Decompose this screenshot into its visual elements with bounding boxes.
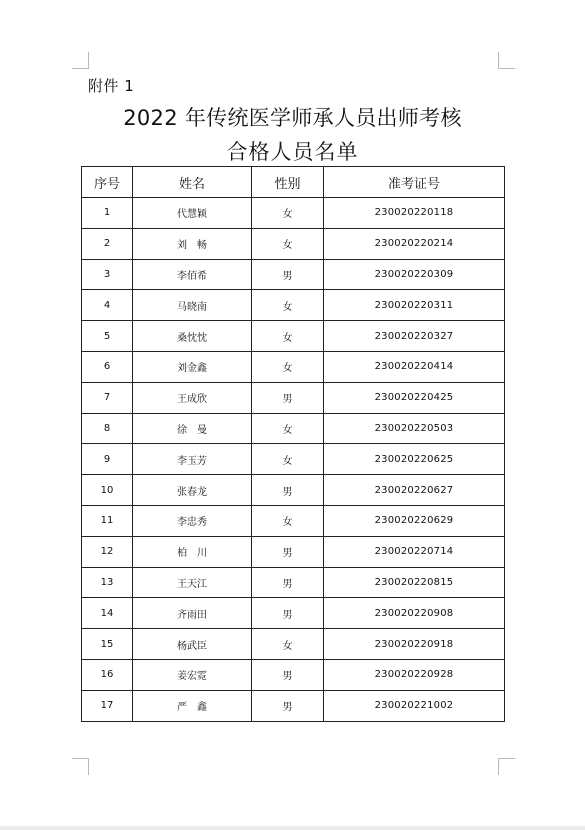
page-bottom-edge xyxy=(0,826,585,830)
row-name: 杨武臣 xyxy=(133,629,252,660)
row-number: 16 xyxy=(82,659,133,690)
table-row xyxy=(82,413,505,444)
row-gender: 男 xyxy=(252,659,324,690)
table-row xyxy=(82,659,505,690)
row-gender: 男 xyxy=(252,382,324,413)
row-cert-id: 230020220327 xyxy=(324,321,505,352)
crop-mark-bottom-right xyxy=(498,758,515,775)
table-row xyxy=(82,598,505,629)
row-gender: 女 xyxy=(252,290,324,321)
table-row xyxy=(82,198,505,229)
table-row xyxy=(82,629,505,660)
crop-mark-top-left xyxy=(72,52,89,69)
table-row xyxy=(82,290,505,321)
table-row xyxy=(82,382,505,413)
table-row xyxy=(82,690,505,721)
row-cert-id: 230020220928 xyxy=(324,659,505,690)
roster-table xyxy=(81,166,505,722)
row-cert-id: 230020220311 xyxy=(324,290,505,321)
row-name: 王成欣 xyxy=(133,382,252,413)
row-cert-id: 230020220425 xyxy=(324,382,505,413)
row-cert-id: 230020220627 xyxy=(324,475,505,506)
row-cert-id: 230020220414 xyxy=(324,351,505,382)
header-name: 姓名 xyxy=(133,167,252,198)
row-name: 刘金鑫 xyxy=(133,351,252,382)
header-number: 序号 xyxy=(82,167,133,198)
row-gender: 女 xyxy=(252,351,324,382)
row-number: 14 xyxy=(82,598,133,629)
crop-mark-top-right xyxy=(498,52,515,69)
row-gender: 女 xyxy=(252,505,324,536)
table-row xyxy=(82,351,505,382)
row-name: 王天江 xyxy=(133,567,252,598)
row-cert-id: 230020220815 xyxy=(324,567,505,598)
table-row xyxy=(82,228,505,259)
row-gender: 男 xyxy=(252,598,324,629)
table-row xyxy=(82,321,505,352)
row-name: 刘 畅 xyxy=(133,228,252,259)
row-name: 严 鑫 xyxy=(133,690,252,721)
row-name: 姜宏霓 xyxy=(133,659,252,690)
row-number: 10 xyxy=(82,475,133,506)
table-row xyxy=(82,505,505,536)
row-gender: 男 xyxy=(252,536,324,567)
row-cert-id: 230020220629 xyxy=(324,505,505,536)
row-cert-id: 230020221002 xyxy=(324,690,505,721)
row-name: 李佰希 xyxy=(133,259,252,290)
table-body xyxy=(82,198,505,722)
row-number: 1 xyxy=(82,198,133,229)
attachment-label: 附件 1 xyxy=(88,77,135,95)
table-row xyxy=(82,475,505,506)
row-cert-id: 230020220118 xyxy=(324,198,505,229)
row-number: 4 xyxy=(82,290,133,321)
row-number: 6 xyxy=(82,351,133,382)
row-number: 8 xyxy=(82,413,133,444)
row-number: 17 xyxy=(82,690,133,721)
row-number: 3 xyxy=(82,259,133,290)
row-name: 柏 川 xyxy=(133,536,252,567)
row-cert-id: 230020220214 xyxy=(324,228,505,259)
row-name: 李玉芳 xyxy=(133,444,252,475)
table-header xyxy=(82,167,505,198)
table-row xyxy=(82,567,505,598)
row-gender: 女 xyxy=(252,198,324,229)
row-name: 张春龙 xyxy=(133,475,252,506)
row-gender: 女 xyxy=(252,321,324,352)
row-cert-id: 230020220918 xyxy=(324,629,505,660)
row-number: 7 xyxy=(82,382,133,413)
header-row xyxy=(82,167,505,198)
row-number: 5 xyxy=(82,321,133,352)
document-title: 2022 年传统医学师承人员出师考核 xyxy=(123,106,462,130)
row-name: 代慧颖 xyxy=(133,198,252,229)
row-name: 桑忱忱 xyxy=(133,321,252,352)
row-gender: 女 xyxy=(252,444,324,475)
row-gender: 女 xyxy=(252,413,324,444)
row-number: 13 xyxy=(82,567,133,598)
row-number: 15 xyxy=(82,629,133,660)
row-gender: 男 xyxy=(252,690,324,721)
row-gender: 男 xyxy=(252,567,324,598)
row-name: 齐雨田 xyxy=(133,598,252,629)
row-number: 9 xyxy=(82,444,133,475)
row-number: 12 xyxy=(82,536,133,567)
row-name: 徐 曼 xyxy=(133,413,252,444)
row-name: 马晓南 xyxy=(133,290,252,321)
crop-mark-bottom-left xyxy=(72,758,89,775)
header-gender: 性别 xyxy=(252,167,324,198)
row-number: 2 xyxy=(82,228,133,259)
row-number: 11 xyxy=(82,505,133,536)
row-gender: 男 xyxy=(252,259,324,290)
row-name: 李忠秀 xyxy=(133,505,252,536)
table-row xyxy=(82,536,505,567)
document-subtitle: 合格人员名单 xyxy=(226,140,359,164)
row-gender: 男 xyxy=(252,475,324,506)
row-cert-id: 230020220714 xyxy=(324,536,505,567)
header-cert-id: 准考证号 xyxy=(324,167,505,198)
row-gender: 女 xyxy=(252,629,324,660)
row-cert-id: 230020220908 xyxy=(324,598,505,629)
table-row xyxy=(82,444,505,475)
table-row xyxy=(82,259,505,290)
row-cert-id: 230020220625 xyxy=(324,444,505,475)
row-cert-id: 230020220309 xyxy=(324,259,505,290)
row-gender: 女 xyxy=(252,228,324,259)
row-cert-id: 230020220503 xyxy=(324,413,505,444)
